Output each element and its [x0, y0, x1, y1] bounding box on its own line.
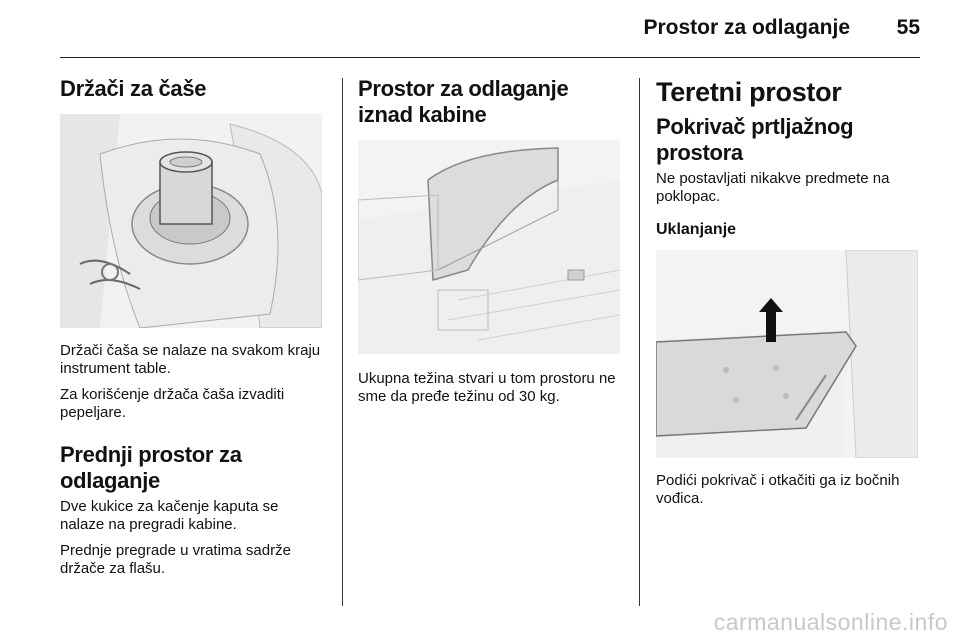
- paragraph-door-bottle-holders: Prednje pregrade u vratima sadrže držače za flašu.: [60, 542, 291, 577]
- paragraph-lift-and-detach: Podići pokrivač i otkačiti ga iz bočnih vođica.: [656, 472, 900, 507]
- paragraph-no-objects-on-cover: Ne postavljati nikakve predmete na poklopac.: [656, 170, 890, 205]
- luggage-cover-removal-illustration: [656, 250, 918, 458]
- heading-cargo-space: Teretni prostor: [656, 77, 842, 107]
- overhead-storage-illustration: [358, 140, 620, 354]
- heading-luggage-cover: Pokrivač prtljažnog prostora: [656, 114, 854, 165]
- paragraph-cup-holders-location: Držači čaša se nalaze na svakom kraju instrument table.: [60, 342, 321, 377]
- heading-overhead-storage: Prostor za odlaganje iznad kabine: [358, 76, 569, 127]
- watermark: carmanualsonline.info: [713, 609, 948, 635]
- paragraph-coat-hooks: Dve kukice za kačenje kaputa se nalaze na pregradi kabine.: [60, 498, 279, 533]
- column-2: [358, 76, 620, 406]
- column-3: [656, 76, 918, 508]
- heading-front-storage: Prednji prostor za odlaganje: [60, 442, 242, 493]
- page-header: [0, 16, 960, 48]
- heading-removal: Uklanjanje: [656, 221, 737, 238]
- cup-holder-illustration: [60, 114, 322, 328]
- column-1: [60, 76, 322, 578]
- running-title: Prostor za odlaganje: [643, 16, 850, 39]
- page-number: 55: [896, 16, 920, 39]
- paragraph-weight-limit: Ukupna težina stvari u tom prostoru ne sme da pređe težinu od 30 kg.: [358, 370, 616, 405]
- header-rule: [60, 57, 920, 58]
- heading-cup-holders: Držači za čaše: [60, 76, 207, 101]
- column-divider-2: [639, 78, 640, 606]
- paragraph-cup-holders-use: Za korišćenje držača čaša izvaditi pepeljare.: [60, 386, 285, 421]
- column-divider-1: [342, 78, 343, 606]
